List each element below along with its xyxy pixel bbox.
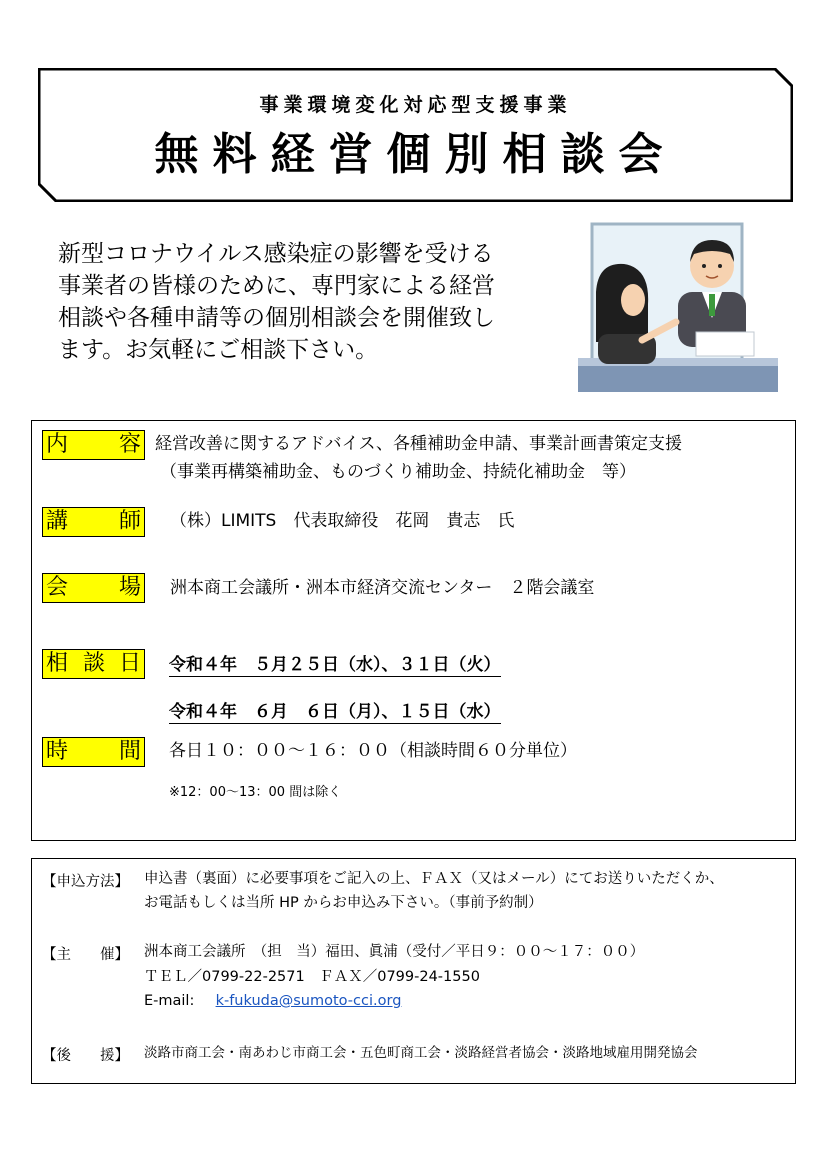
details-box [31,420,796,841]
consultation-date-1: 令和４年 ５月２５日（水）、３１日（火） [169,650,501,677]
host-line-1: 洲本商工会議所 （担 当）福田、眞浦（受付／平日９：００～１７：００） [144,944,645,960]
support-tag: 【後 援】 [42,1048,129,1064]
content-line-2: （事業再構築補助金、ものづくり補助金、持続化補助金 等） [160,462,636,482]
lecturer-label: 講 師 [42,507,145,537]
email-link[interactable]: k-fukuda@sumoto-cci.org [215,993,402,1009]
email-label: E-mail: [144,993,195,1009]
consultation-date-2: 令和４年 ６月 ６日（月）、１５日（水） [169,697,501,724]
page-title: 無料経営個別相談会 [154,129,677,180]
intro-line: 新型コロナウイルス感染症の影響を受ける [58,241,494,267]
host-contact: ＴＥＬ／0799-22-2571 ＦＡＸ／0799-24-1550 [144,969,480,985]
lecturer-value: （株）LIMITS 代表取締役 花岡 貴志 氏 [170,511,515,531]
method-line-1: 申込書（裏面）に必要事項をご記入の上、ＦＡＸ（又はメール）にてお送りいただくか、 [144,871,724,887]
method-line-2: お電話もしくは当所 HP からお申込み下さい。（事前予約制） [144,895,543,911]
venue-label: 会 場 [42,573,145,603]
content-line-1: 経営改善に関するアドバイス、各種補助金申請、事業計画書策定支援 [155,434,682,454]
method-tag: 【申込方法】 [42,874,129,890]
intro-line: 相談や各種申請等の個別相談会を開催致し [58,305,495,331]
time-value: 各日１０：００～１６：００（相談時間６０分単位） [169,741,577,761]
support-value: 淡路市商工会・南あわじ市商工会・五色町商工会・淡路経営者協会・淡路地域雇用開発協会 [144,1045,698,1061]
application-box [31,858,796,1084]
banner-subtitle: 事業環境変化対応型支援事業 [259,94,572,116]
title-banner [38,68,793,202]
intro-line: ます。お気軽にご相談下さい。 [58,337,379,363]
consultation-illustration [578,222,778,397]
host-email-row [144,990,401,1012]
time-label: 時 間 [42,737,145,767]
dates-label: 相 談 日 [42,649,145,679]
intro-line: 事業者の皆様のために、専門家による経営 [58,273,495,299]
venue-value: 洲本商工会議所・洲本市経済交流センター ２階会議室 [170,578,595,598]
intro-text [58,238,558,366]
time-note: ※12：00～13：00 間は除く [169,785,342,800]
content-label: 内 容 [42,430,145,460]
host-tag: 【主 催】 [42,947,129,963]
